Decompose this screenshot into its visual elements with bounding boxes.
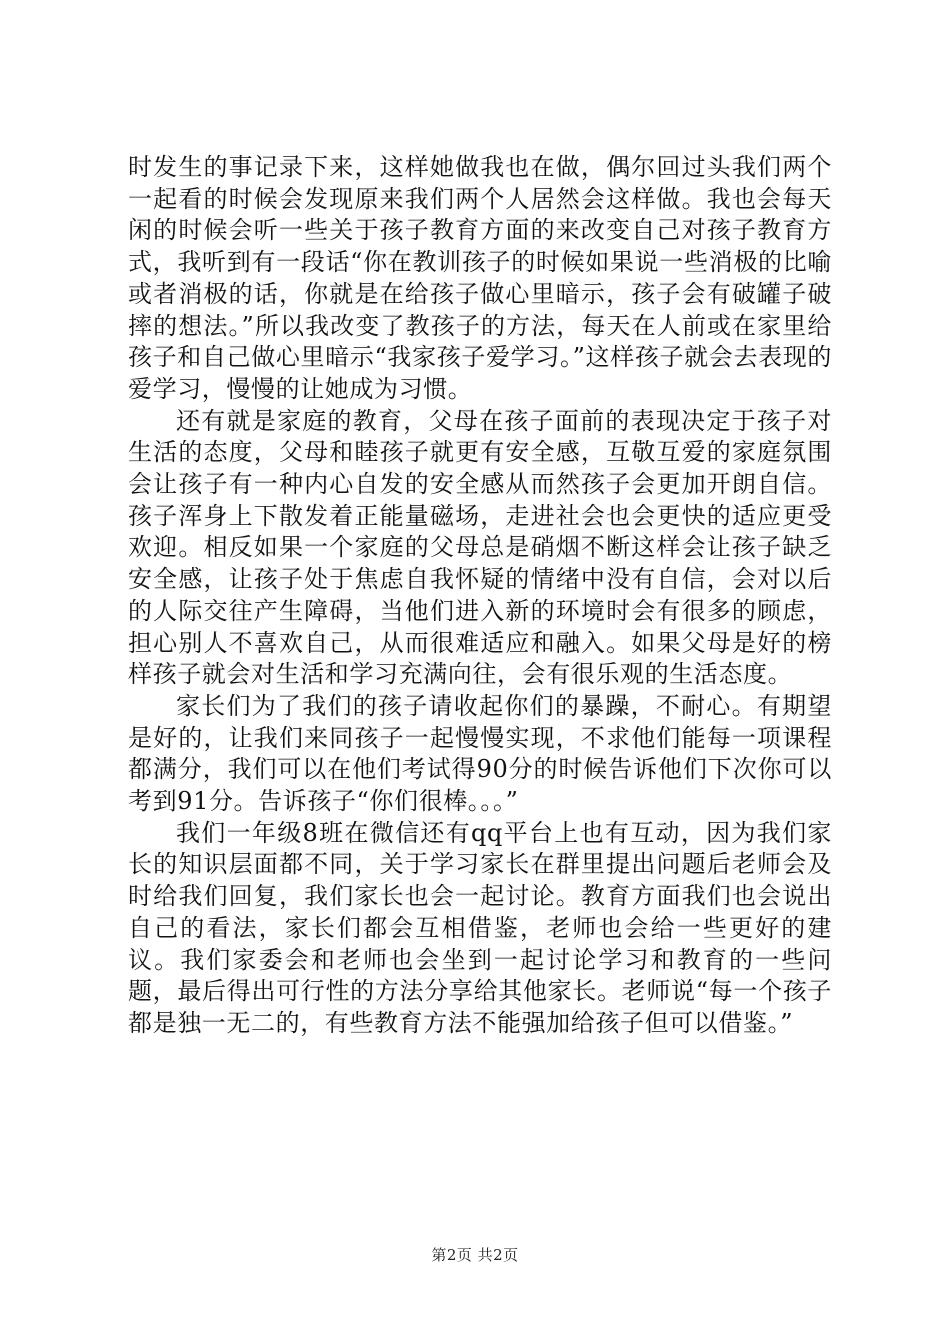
page-number-footer: 第2页 共2页 bbox=[431, 1246, 519, 1264]
document-body bbox=[128, 152, 832, 1040]
paragraph-4: 我们一年级8班在微信还有qq平台上也有互动，因为我们家长的知识层面都不同，关于学习家长在群里提出问题后老师会及时给我们回复，我们家长也会一起讨论。教育方面我们也会说出自己的看法，家长们都会互相借鉴，老师也会给一些更好的建议。我们家委会和老师也会坐到一起讨论学习和教育的一些问题，最后得出可行性的方法分享给其他家长。老师说“每一个孩子都是独一无二的，有些教育方法不能强加给孩子但可以借鉴。” bbox=[128, 818, 832, 1037]
paragraph-3: 家长们为了我们的孩子请收起你们的暴躁，不耐心。有期望是好的，让我们来同孩子一起慢慢实现，不求他们能每一项课程都满分，我们可以在他们考试得90分的时候告诉他们下次你可以考到91分。告诉孩子“你们很棒。。。” bbox=[128, 691, 832, 816]
paragraph-1: 时发生的事记录下来，这样她做我也在做，偶尔回过头我们两个一起看的时候会发现原来我们两个人居然会这样做。我也会每天闲的时候会听一些关于孩子教育方面的来改变自己对孩子教育方式，我听到有一段话“你在教训孩子的时候如果说一些消极的比喻或者消极的话，你就是在给孩子做心里暗示，孩子会有破罐子破摔的想法。”所以我改变了教孩子的方法，每天在人前或在家里给孩子和自己做心里暗示“我家孩子爱学习。”这样孩子就会去表现的爱学习，慢慢的让她成为习惯。 bbox=[128, 153, 832, 403]
paragraph-2: 还有就是家庭的教育，父母在孩子面前的表现决定于孩子对生活的态度，父母和睦孩子就更有安全感，互敬互爱的家庭氛围会让孩子有一种内心自发的安全感从而然孩子会更加开朗自信。孩子浑身上下散发着正能量磁场，走进社会也会更快的适应更受欢迎。相反如果一个家庭的父母总是硝烟不断这样会让孩子缺乏安全感，让孩子处于焦虑自我怀疑的情绪中没有自信，会对以后的人际交往产生障碍，当他们进入新的环境时会有很多的顾虑，担心别人不喜欢自己，从而很难适应和融入。如果父母是好的榜样孩子就会对生活和学习充满向往，会有很乐观的生活态度。 bbox=[128, 406, 832, 689]
